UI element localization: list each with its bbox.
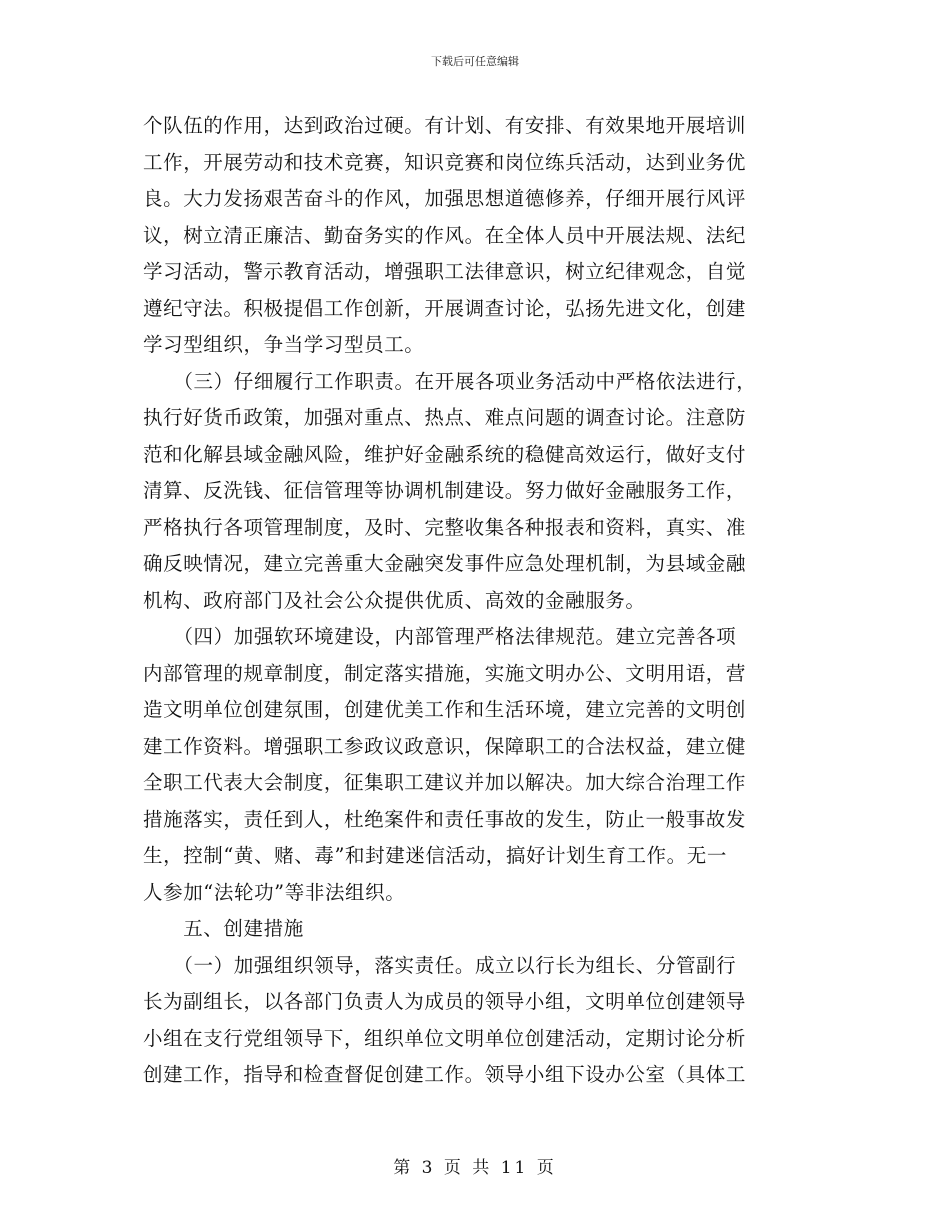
text-line: （三）仔细履行工作职责。在开展各项业务活动中严格依法进行，	[143, 369, 757, 393]
text-line: 个队伍的作用，达到政治过硬。有计划、有安排、有效果地开展培训	[143, 114, 747, 137]
text-line: 遵纪守法。积极提倡工作创新，开展调查讨论，弘扬先进文化，创建	[143, 296, 747, 320]
text-line: （一）加强组织领导，落实责任。成立以行长为组长、分管副行	[143, 953, 737, 977]
text-line: 工作，开展劳动和技术竞赛，知识竞赛和岗位练兵活动，达到业务优	[143, 150, 747, 174]
text-line: 措施落实，责任到人，杜绝案件和责任事故的发生，防止一般事故发	[143, 807, 747, 831]
text-line: 机构、政府部门及社会公众提供优质、高效的金融服务。	[143, 588, 646, 612]
page-footer: 第 3 页 共 11 页	[393, 1158, 557, 1178]
text-line: 学习活动，警示教育活动，增强职工法律意识，树立纪律观念，自觉	[143, 260, 747, 283]
text-line: 良。大力发扬艰苦奋斗的作风，加强思想道德修养，仔细开展行风评	[143, 187, 747, 210]
text-line: 内部管理的规章制度，制定落实措施，实施文明办公、文明用语，营	[143, 661, 747, 685]
text-line: 全职工代表大会制度，征集职工建议并加以解决。加大综合治理工作	[143, 771, 747, 794]
text-line: 执行好货币政策，加强对重点、热点、难点问题的调查讨论。注意防	[143, 406, 747, 429]
text-line: 清算、反洗钱、征信管理等协调机制建设。努力做好金融服务工作，	[143, 479, 747, 502]
text-line: （四）加强软环境建设，内部管理严格法律规范。建立完善各项	[143, 625, 737, 648]
text-line: 五、创建措施	[143, 917, 304, 940]
text-line: 议，树立清正廉洁、勤奋务实的作风。在全体人员中开展法规、法纪	[143, 223, 747, 247]
page-header: 下载后可任意编辑	[431, 55, 519, 68]
text-line: 范和化解县域金融风险，维护好金融系统的稳健高效运行，做好支付	[143, 442, 747, 466]
text-line: 人参加“法轮功”等非法组织。	[143, 880, 406, 904]
body-text	[143, 108, 813, 1094]
text-line: 长为副组长，以各部门负责人为成员的领导小组，文明单位创建领导	[143, 990, 747, 1013]
text-line: 确反映情况，建立完善重大金融突发事件应急处理机制，为县域金融	[143, 552, 747, 575]
text-line: 建工作资料。增强职工参政议政意识，保障职工的合法权益，建立健	[143, 734, 747, 758]
text-line: 造文明单位创建氛围，创建优美工作和生活环境，建立完善的文明创	[143, 698, 747, 721]
text-line: 生，控制“黄、赌、毒”和封建迷信活动，搞好计划生育工作。无一	[143, 844, 727, 867]
text-line: 创建工作，指导和检查督促创建工作。领导小组下设办公室（具体工	[143, 1063, 747, 1086]
text-line: 严格执行各项管理制度，及时、完整收集各种报表和资料，真实、准	[143, 515, 747, 539]
text-line: 学习型组织，争当学习型员工。	[143, 333, 425, 356]
text-line: 小组在支行党组领导下，组织单位文明单位创建活动，定期讨论分析	[143, 1026, 747, 1050]
